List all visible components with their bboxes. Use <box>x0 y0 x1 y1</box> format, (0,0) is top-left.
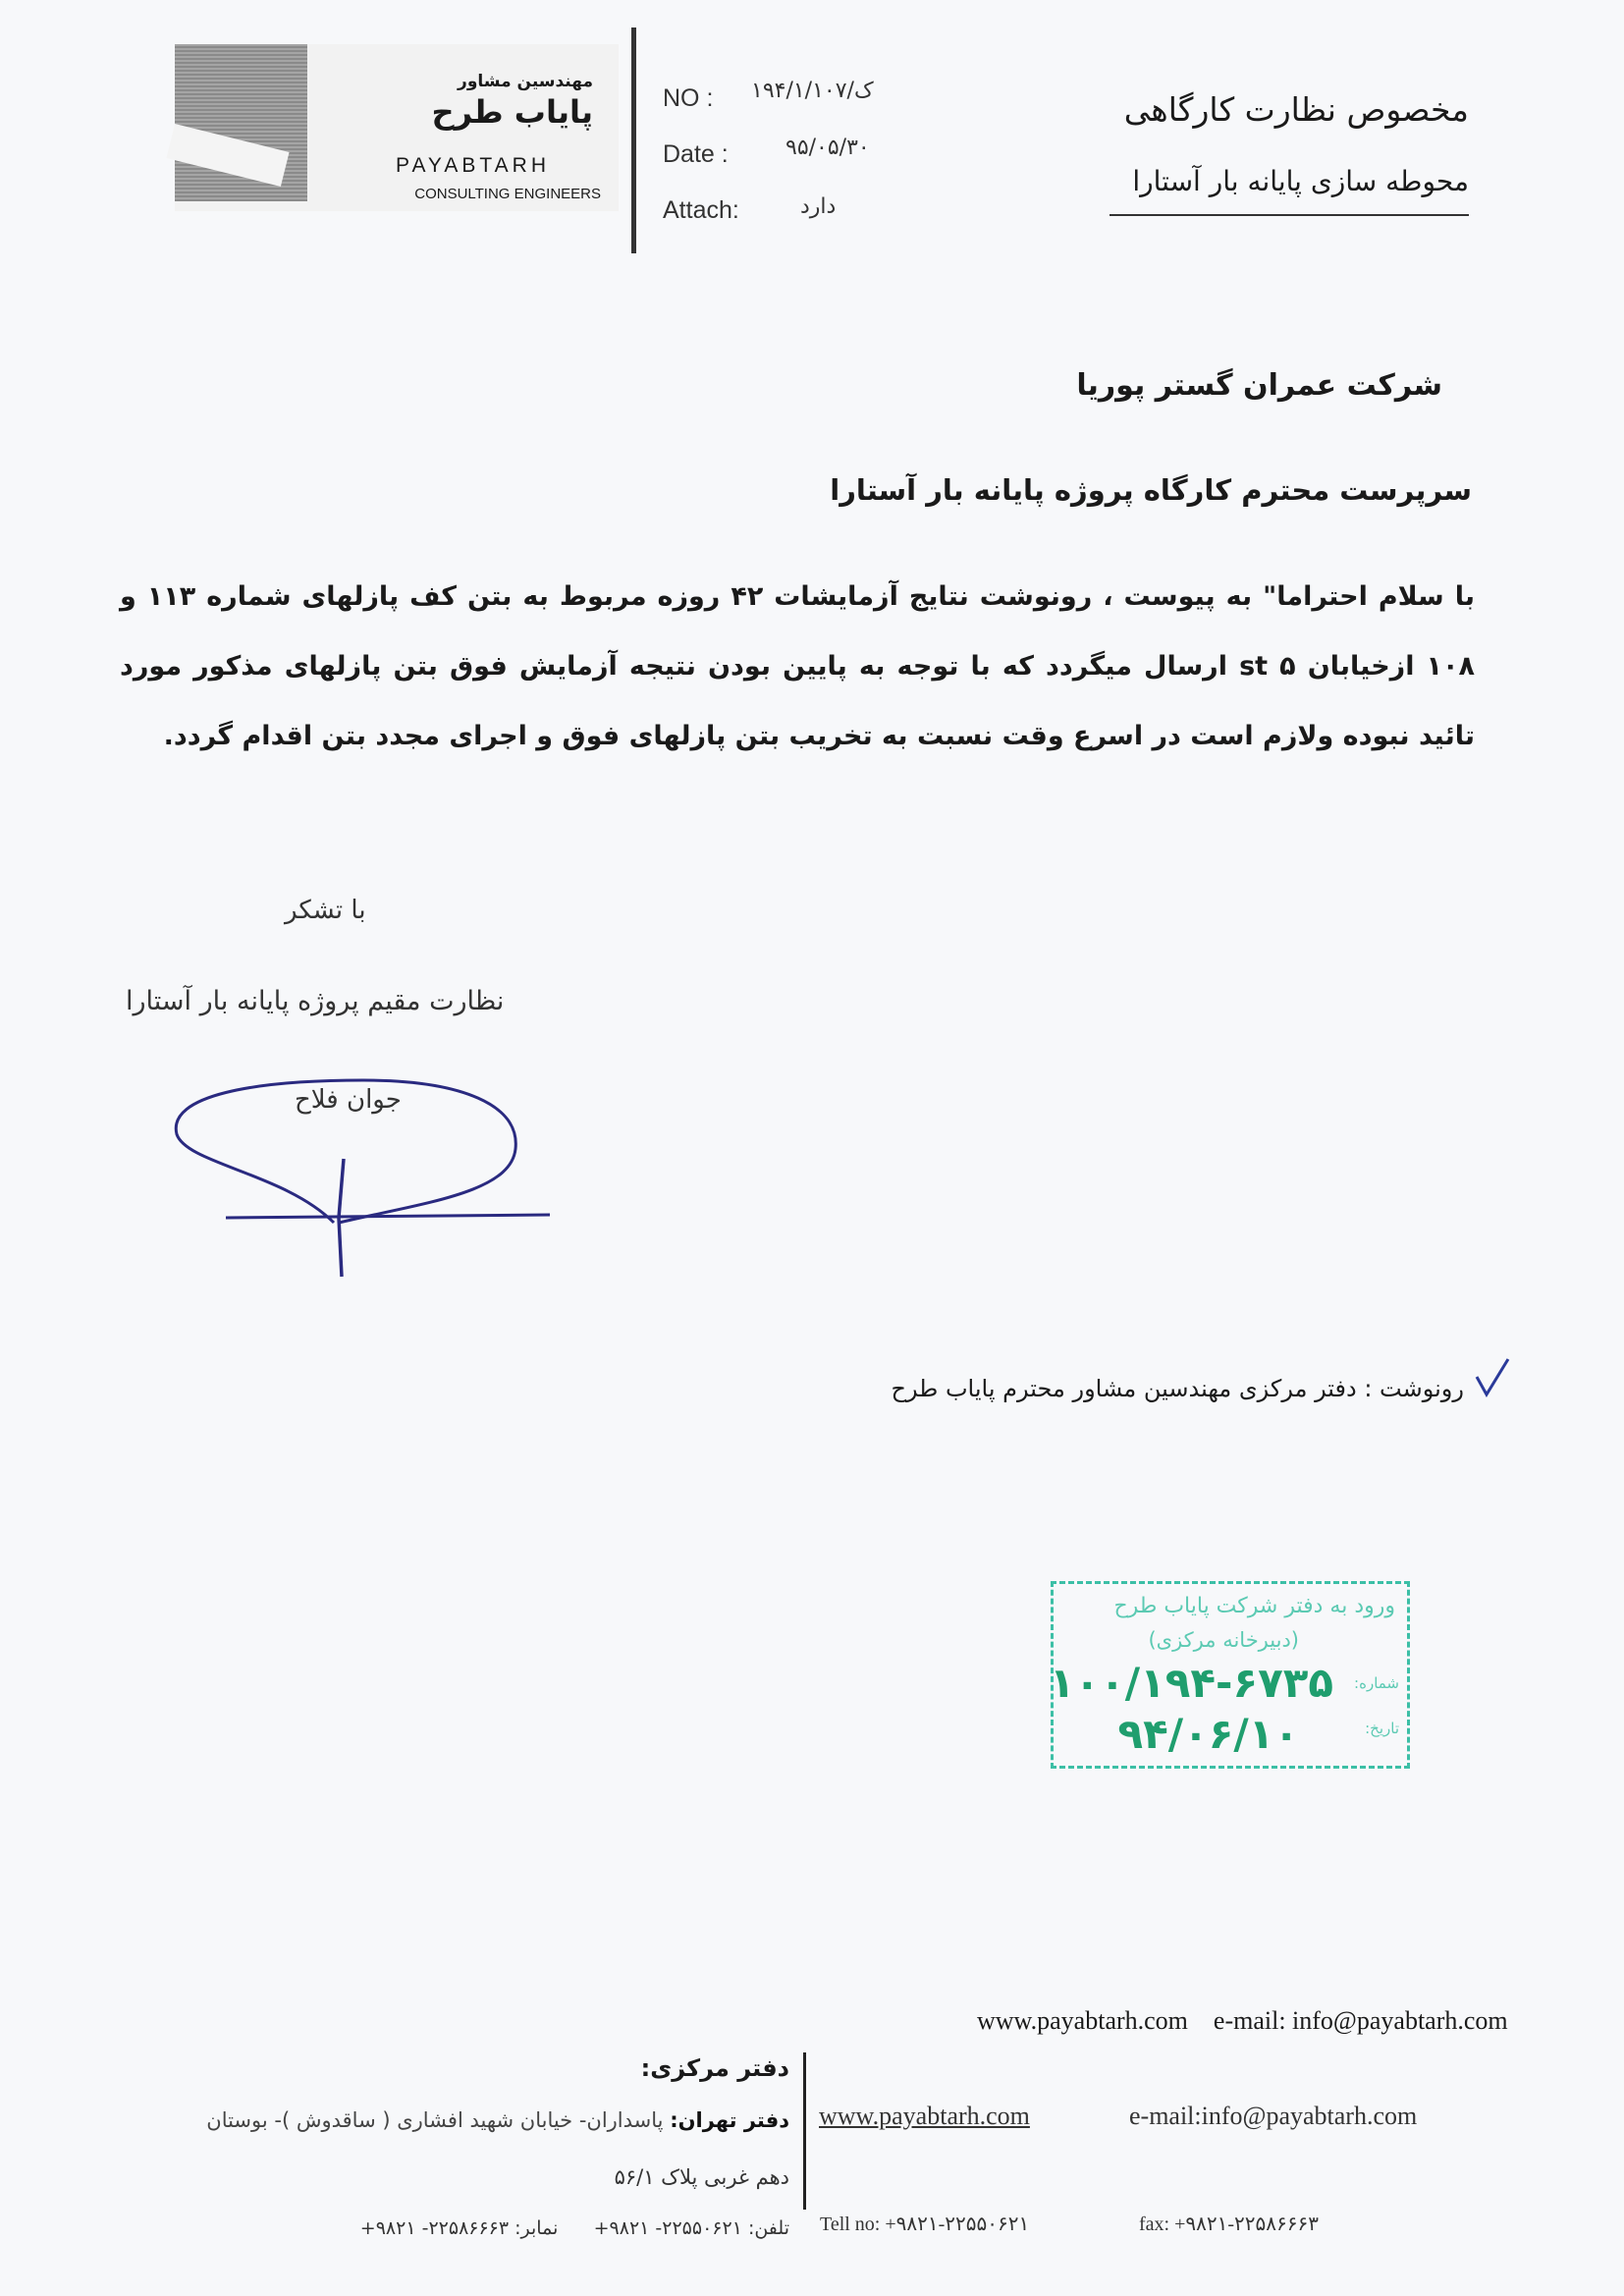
date-value: ۹۵/۰۵/۳۰ <box>785 136 870 160</box>
attach-label: Attach: <box>663 196 739 224</box>
tehran-label: دفتر تهران: <box>670 2108 789 2132</box>
logo-en-name: PAYABTARH <box>396 154 550 177</box>
stamp-number: ۱۰۰/۱۹۴-۶۷۳۵ <box>1049 1659 1333 1707</box>
stamp-line2: (دبیرخانه مرکزی) <box>1148 1628 1299 1652</box>
email-link[interactable]: e-mail:info@payabtarh.com <box>1129 2102 1418 2130</box>
date-label: Date : <box>663 140 729 168</box>
no-label: NO : <box>663 84 714 112</box>
logo-fa-large: پایاب طرح <box>431 93 593 131</box>
received-stamp <box>1051 1581 1410 1769</box>
header-divider <box>631 27 636 253</box>
checkmark-icon <box>1473 1355 1512 1399</box>
attach-value: دارد <box>800 194 837 219</box>
fax-number: fax: +۹۸۲۱-۲۲۵۸۶۶۶۳ <box>1139 2214 1319 2235</box>
cc-line: رونوشت : دفتر مرکزی مهندسین مشاور محترم پایاب طرح <box>891 1375 1464 1402</box>
signer-name: جوان فلاح <box>295 1085 402 1115</box>
subtitle-underline <box>1110 214 1469 216</box>
footer-web-email-top: www.payabtarh.com e-mail: info@payabtarh.com <box>977 2006 1508 2035</box>
logo-en-sub: CONSULTING ENGINEERS <box>414 186 601 202</box>
footer-divider <box>803 2052 806 2210</box>
tel-number: Tell no: +۹۸۲۱-۲۲۵۵۰۶۲۱ <box>820 2214 1030 2235</box>
salutation: سرپرست محترم کارگاه پروژه پایانه بار آستارا <box>830 473 1472 507</box>
office-heading: دفتر مرکزی: <box>640 2054 789 2082</box>
website-link[interactable]: www.payabtarh.com <box>819 2102 1030 2130</box>
address-line2: دهم غربی پلاک ۵۶/۱ <box>614 2165 789 2189</box>
stamp-date: ۹۴/۰۶/۱۰ <box>1117 1710 1299 1758</box>
closing: با تشکر <box>285 896 366 925</box>
address-line1 <box>206 2108 789 2132</box>
addressee: شرکت عمران گستر پوریا <box>1076 368 1442 403</box>
phone-fa: تلفن: ۲۲۵۵۰۶۲۱- ۹۸۲۱+ نمابر: ۲۲۵۸۶۶۶۳- ۹۸۲۱+ <box>359 2217 789 2239</box>
no-value: ۱۹۴/۱/ک/۱۰۷ <box>751 79 874 103</box>
signer-title: نظارت مقیم پروژه پایانه بار آستارا <box>126 986 505 1016</box>
address-text: پاسداران- خیابان شهید افشاری ( ساقدوش )- بوستان <box>206 2108 671 2132</box>
logo-fa-small: مهندسین مشاور <box>458 72 593 91</box>
stamp-date-label: تاریخ: <box>1365 1720 1399 1737</box>
body-paragraph: با سلام احتراما" به پیوست ، رونوشت نتایج آزمایشات ۴۲ روزه مربوط به بتن کف پازلهای شماره ۱۱۳ و ۱۰۸ ازخیابان st ۵ ارسال میگردد که با توجه به پایین بودن نتیجه آزمایش فوق بتن پازلهای مذکور مورد تائید نبوده ولازم است در اسرع وقت نسبت به تخریب بتن پازلهای فوق و اجرای مجدد بتن اقدام گردد. <box>120 581 1475 751</box>
letter-subtitle: محوطه سازی پایانه بار آستارا <box>1132 165 1469 197</box>
company-logo <box>175 44 619 211</box>
letter-title: مخصوص نظارت کارگاهی <box>1123 90 1469 129</box>
stamp-line1: ورود به دفتر شرکت پایاب طرح <box>1113 1594 1395 1618</box>
logo-mark-icon <box>175 44 307 201</box>
stamp-number-label: شماره: <box>1354 1674 1399 1692</box>
